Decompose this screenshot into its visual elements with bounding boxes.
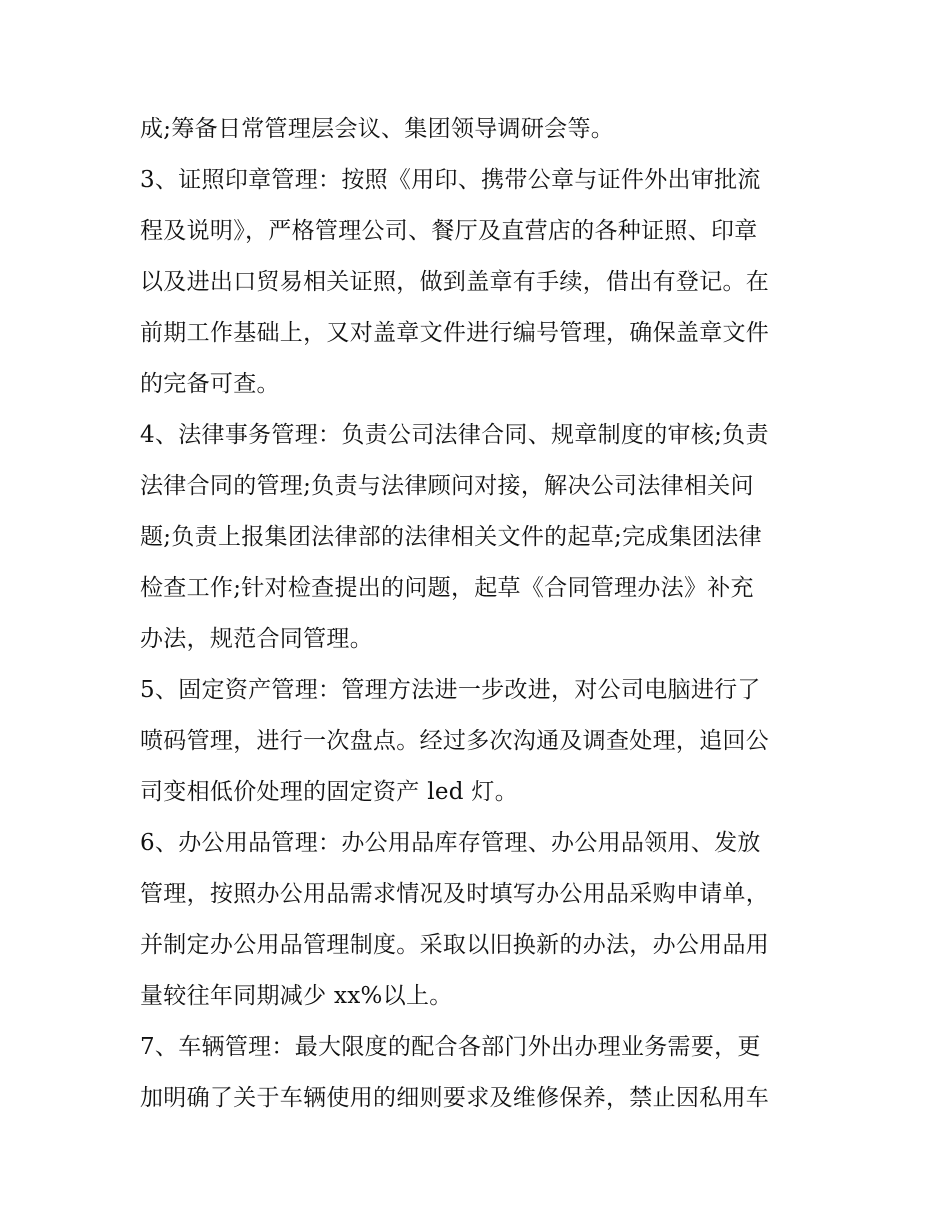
- text-line: 办法，规范合同管理。: [140, 626, 373, 652]
- text-line: 4、法律事务管理：负责公司法律合同、规章制度的审核;负责: [140, 422, 769, 448]
- text-line: 5、固定资产管理：管理方法进一步改进，对公司电脑进行了: [140, 677, 761, 703]
- text-line: 6、办公用品管理：办公用品库存管理、办公用品领用、发放: [140, 830, 761, 856]
- text-line: 量较往年同期减少 xx%以上。: [140, 983, 453, 1009]
- text-line: 以及进出口贸易相关证照，做到盖章有手续，借出有登记。在: [140, 269, 770, 295]
- text-line: 加明确了关于车辆使用的细则要求及维修保养，禁止因私用车: [140, 1085, 770, 1111]
- text-line: 检查工作;针对检查提出的问题，起草《合同管理办法》补充: [140, 575, 754, 601]
- text-line: 管理，按照办公用品需求情况及时填写办公用品采购申请单，: [140, 881, 770, 907]
- text-line: 前期工作基础上，又对盖章文件进行编号管理，确保盖章文件: [140, 320, 770, 346]
- text-line: 7、车辆管理：最大限度的配合各部门外出办理业务需要，更: [140, 1034, 761, 1060]
- text-line: 程及说明》，严格管理公司、餐厅及直营店的各种证照、印章: [140, 218, 758, 244]
- text-line: 法律合同的管理;负责与法律顾问对接，解决公司法律相关问: [140, 473, 754, 499]
- text-line: 并制定办公用品管理制度。采取以旧换新的办法，办公用品用: [140, 932, 770, 958]
- text-line: 的完备可查。: [140, 371, 280, 397]
- text-line: 3、证照印章管理：按照《用印、携带公章与证件外出审批流: [140, 167, 761, 193]
- text-line: 司变相低价处理的固定资产 led 灯。: [140, 779, 519, 805]
- text-line: 题;负责上报集团法律部的法律相关文件的起草;完成集团法律: [140, 524, 762, 550]
- text-line: 成;筹备日常管理层会议、集团领导调研会等。: [140, 116, 615, 142]
- document-body: [140, 104, 820, 1124]
- text-line: 喷码管理，进行一次盘点。经过多次沟通及调查处理，追回公: [140, 728, 770, 754]
